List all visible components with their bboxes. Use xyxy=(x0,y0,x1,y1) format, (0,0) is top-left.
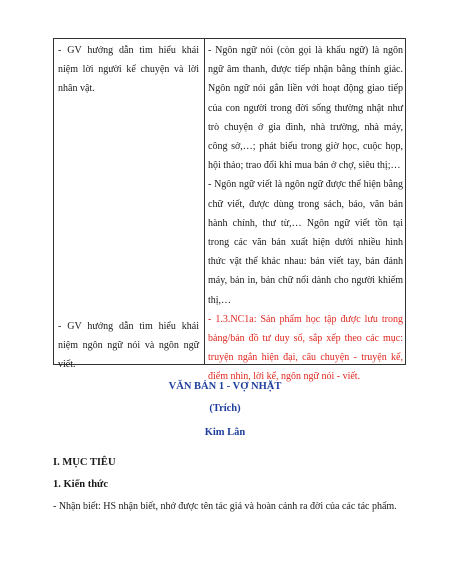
lesson-subtitle: (Trích) xyxy=(209,403,241,414)
competency-note: - 1.3.NC1a: Sản phẩm học tập được lưu trong bảng/bản đồ tư duy số, sắp xếp theo các mục: truyện ngắn hiện đại, câu chuyện - truyện kể, điểm nhìn, lời kể, ngôn ngữ nói - viết. xyxy=(208,313,403,383)
author-name: Kim Lân xyxy=(204,427,246,438)
knowledge-body-line: - Nhận biết: HS nhận biết, nhớ được tên tác giả và hoàn cảnh ra đời của các tác phẩm. xyxy=(53,501,397,512)
table-right-column xyxy=(205,39,405,383)
lesson-table xyxy=(53,38,406,383)
section-heading-objectives: I. MỤC TIÊU xyxy=(53,457,116,468)
table-left-column xyxy=(54,39,205,371)
right-cell-content xyxy=(208,41,403,387)
lesson-title: VĂN BẢN 1 - VỢ NHẶT xyxy=(168,381,282,392)
left-cell-spoken-written-language: - GV hướng dẫn tìm hiểu khái niệm ngôn ngữ nói và ngôn ngữ viết. xyxy=(58,321,199,371)
written-language-paragraph: - Ngôn ngữ viết là ngôn ngữ được thể hiện bằng chữ viết, được dùng trong sách, báo, văn bản hành chính, thư từ,… Ngôn ngữ viết tồn tại trong các văn bản xuất hiện dưới nhiều hình thức vật thể khác nhau: bản viết tay, bản đánh máy, bản in, bản chữ nổi dành cho người khiếm thị,… xyxy=(208,179,403,306)
spoken-language-paragraph: - Ngôn ngữ nói (còn gọi là khẩu ngữ) là ngôn ngữ âm thanh, được tiếp nhận bằng thính giác. Ngôn ngữ nói gắn liền với hoạt động giao tiếp của con người trong đời sống thường nhật như trò chuyện ở gia đình, nhà trường, nhà máy, công sở,…; phát biểu trong giờ học, cuộc họp, hội thảo; trao đổi khi mua bán ở chợ, siêu thị;… xyxy=(208,45,403,172)
section-heading-knowledge: 1. Kiến thức xyxy=(53,479,109,490)
left-cell-narrator-voice: - GV hướng dẫn tìm hiểu khái niệm lời người kể chuyện và lời nhân vật. xyxy=(58,45,199,95)
